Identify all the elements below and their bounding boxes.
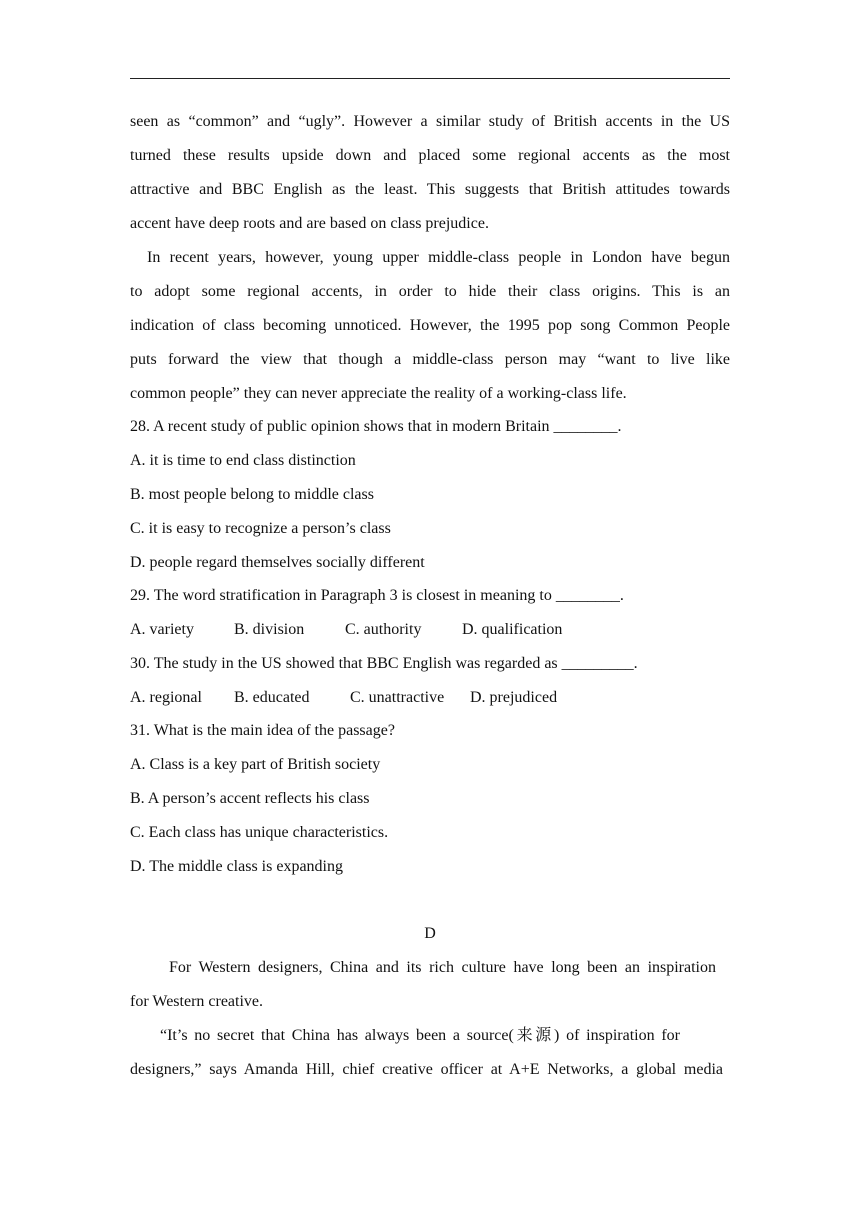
passage-line: In recent years, however, young upper middle-class people in London have begun (147, 249, 730, 266)
section-d-line: “It’s no secret that China has always been a source(来源) of inspiration for (160, 1027, 680, 1044)
question-30-option-d[interactable]: D. prejudiced (470, 689, 558, 706)
question-31-option-d[interactable]: D. The middle class is expanding (130, 858, 343, 875)
question-31-stem: 31. What is the main idea of the passage? (130, 722, 395, 739)
section-d-heading: D (424, 925, 436, 942)
passage-line: accent have deep roots and are based on class prejudice. (130, 215, 489, 232)
question-29-option-b[interactable]: B. division (234, 621, 305, 638)
question-31-option-b[interactable]: B. A person’s accent reflects his class (130, 790, 370, 807)
question-30-option-a[interactable]: A. regional (130, 689, 202, 706)
question-28-option-a[interactable]: A. it is time to end class distinction (130, 452, 356, 469)
passage-line: indication of class becoming unnoticed. However, the 1995 pop song Common People (130, 317, 730, 334)
question-31-option-c[interactable]: C. Each class has unique characteristics. (130, 824, 389, 841)
question-29-option-d[interactable]: D. qualification (462, 621, 563, 638)
passage-line: seen as “common” and “ugly”. However a similar study of British accents in the US (130, 113, 730, 130)
passage-line: attractive and BBC English as the least. This suggests that British attitudes towards (130, 181, 730, 198)
passage-line: turned these results upside down and placed some regional accents as the most (130, 147, 730, 164)
passage-line: to adopt some regional accents, in order to hide their class origins. This is an (130, 283, 730, 300)
section-d-line: for Western creative. (130, 993, 264, 1010)
section-d-line: For Western designers, China and its rich culture have long been an inspiration (169, 959, 716, 976)
question-30-stem: 30. The study in the US showed that BBC English was regarded as _________. (130, 655, 638, 672)
passage-line: common people” they can never appreciate the reality of a working-class life. (130, 385, 627, 402)
passage-line: puts forward the view that though a middle-class person may “want to live like (130, 351, 730, 368)
question-29-option-c[interactable]: C. authority (345, 621, 422, 638)
question-29-stem: 29. The word stratification in Paragraph 3 is closest in meaning to ________. (130, 587, 624, 604)
question-28-option-c[interactable]: C. it is easy to recognize a person’s class (130, 520, 391, 537)
question-30-option-c[interactable]: C. unattractive (350, 689, 445, 706)
question-29-option-a[interactable]: A. variety (130, 621, 194, 638)
question-28-stem: 28. A recent study of public opinion shows that in modern Britain ________. (130, 418, 622, 435)
header-rule (130, 78, 730, 79)
question-31-option-a[interactable]: A. Class is a key part of British society (130, 756, 381, 773)
question-28-option-b[interactable]: B. most people belong to middle class (130, 486, 374, 503)
question-28-option-d[interactable]: D. people regard themselves socially different (130, 554, 425, 571)
section-d-line: designers,” says Amanda Hill, chief creative officer at A+E Networks, a global media (130, 1061, 723, 1078)
question-30-option-b[interactable]: B. educated (234, 689, 310, 706)
